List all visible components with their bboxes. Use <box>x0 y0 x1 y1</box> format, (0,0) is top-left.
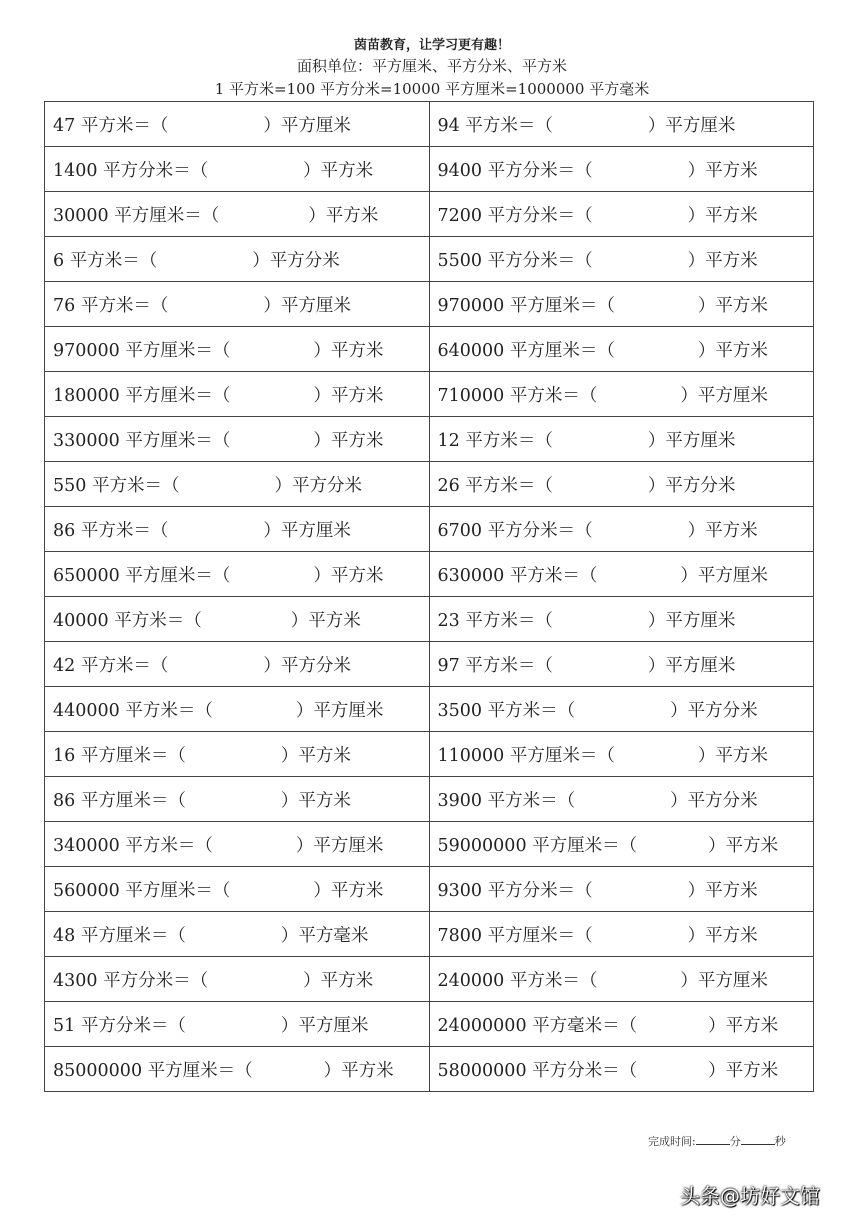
exercise-number: 59000000 <box>437 835 527 856</box>
exercise-cell <box>45 822 430 867</box>
exercise-to-unit: ）平方米 <box>313 430 384 451</box>
worksheet-title: 面积单位：平方厘米、平方分米、平方米 <box>296 57 567 75</box>
exercise-from-unit: 平方分米＝（ <box>487 205 593 226</box>
exercise-cell <box>45 957 430 1002</box>
seconds-blank[interactable] <box>741 1134 775 1145</box>
exercise-from-unit: 平方米＝（ <box>487 790 576 811</box>
exercise-cell <box>45 732 430 777</box>
exercise-from-unit: 平方厘米＝（ <box>509 295 615 316</box>
exercise-number: 5500 <box>437 250 483 271</box>
exercise-to-unit: ）平方米 <box>313 340 384 361</box>
exercise-cell <box>45 1002 430 1047</box>
exercise-to-unit: ）平方分米 <box>252 250 340 271</box>
exercise-to-unit: ）平方厘米 <box>263 115 351 136</box>
exercise-to-unit: ）平方米 <box>697 295 768 316</box>
exercise-number: 30000 <box>53 205 109 226</box>
exercise-from-unit: 平方米＝（ <box>465 655 553 676</box>
exercise-cell <box>45 687 430 732</box>
exercise-number: 330000 <box>53 430 120 451</box>
exercise-to-unit: ）平方米 <box>280 790 351 811</box>
exercise-cell <box>429 777 814 822</box>
exercise-cell <box>429 597 814 642</box>
exercise-to-unit: ）平方米 <box>313 880 384 901</box>
exercise-number: 7800 <box>437 925 483 946</box>
exercise-from-unit: 平方厘米＝（ <box>125 340 231 361</box>
exercise-cell <box>429 282 814 327</box>
exercise-to-unit: ）平方厘米 <box>280 1015 369 1036</box>
exercise-to-unit: ）平方米 <box>687 160 758 181</box>
exercise-number: 40000 <box>53 610 109 631</box>
exercise-number: 3900 <box>437 790 483 811</box>
exercise-cell <box>429 732 814 777</box>
table-row <box>45 237 814 282</box>
exercise-to-unit: ）平方分米 <box>274 475 362 496</box>
exercise-cell <box>429 642 814 687</box>
exercise-number: 51 <box>53 1015 76 1036</box>
exercise-number: 47 <box>53 115 76 136</box>
exercise-number: 970000 <box>437 295 505 316</box>
exercise-cell <box>429 102 814 147</box>
exercise-number: 710000 <box>437 385 505 406</box>
exercise-number: 85000000 <box>53 1060 143 1081</box>
exercise-cell <box>45 237 430 282</box>
table-row <box>45 597 814 642</box>
exercise-to-unit: ）平方米 <box>687 205 758 226</box>
exercise-cell <box>45 417 430 462</box>
exercise-number: 560000 <box>53 880 120 901</box>
exercise-from-unit: 平方分米＝（ <box>103 970 209 991</box>
exercise-to-unit: ）平方分米 <box>670 700 758 721</box>
exercise-from-unit: 平方米＝（ <box>114 610 202 631</box>
exercise-number: 76 <box>53 295 76 316</box>
exercise-number: 440000 <box>53 700 120 721</box>
seconds-unit: 秒 <box>774 1135 786 1148</box>
exercise-cell <box>429 1047 814 1092</box>
exercise-from-unit: 平方米＝（ <box>509 385 598 406</box>
exercise-from-unit: 平方米＝（ <box>509 565 598 586</box>
exercise-to-unit: ）平方米 <box>687 925 758 946</box>
exercise-number: 16 <box>53 745 76 766</box>
exercise-number: 6700 <box>437 520 483 541</box>
exercise-cell <box>429 147 814 192</box>
exercise-cell <box>45 147 430 192</box>
exercise-cell <box>429 822 814 867</box>
exercise-from-unit: 平方米＝（ <box>80 115 169 136</box>
exercise-to-unit: ）平方厘米 <box>680 970 768 991</box>
exercise-to-unit: ）平方米 <box>687 880 758 901</box>
exercise-number: 650000 <box>53 565 120 586</box>
exercise-to-unit: ）平方米 <box>303 970 374 991</box>
exercise-from-unit: 平方厘米＝（ <box>125 565 231 586</box>
exercise-from-unit: 平方分米＝（ <box>532 1060 638 1081</box>
exercise-cell <box>45 867 430 912</box>
exercise-cell <box>429 552 814 597</box>
exercise-cell <box>429 912 814 957</box>
exercise-from-unit: 平方分米＝（ <box>103 160 209 181</box>
exercise-to-unit: ）平方毫米 <box>280 925 369 946</box>
exercise-from-unit: 平方米＝（ <box>80 520 169 541</box>
exercise-to-unit: ）平方厘米 <box>647 115 736 136</box>
exercise-number: 42 <box>53 655 76 676</box>
exercise-to-unit: ）平方厘米 <box>295 700 384 721</box>
exercise-number: 550 <box>53 475 87 496</box>
exercise-to-unit: ）平方厘米 <box>263 295 351 316</box>
exercise-cell <box>45 192 430 237</box>
exercise-number: 640000 <box>437 340 505 361</box>
table-row <box>45 507 814 552</box>
exercise-number: 24000000 <box>437 1015 527 1036</box>
conversion-rule: 1 平方米=100 平方分米=10000 平方厘米=1000000 平方毫米 <box>214 80 650 98</box>
exercise-from-unit: 平方分米＝（ <box>487 880 593 901</box>
table-row <box>45 552 814 597</box>
exercise-to-unit: ）平方米 <box>290 610 361 631</box>
exercise-cell <box>429 417 814 462</box>
exercise-number: 86 <box>53 790 76 811</box>
exercise-cell <box>429 1002 814 1047</box>
exercise-number: 9300 <box>437 880 483 901</box>
exercise-to-unit: ）平方分米 <box>647 475 736 496</box>
table-row <box>45 687 814 732</box>
exercise-cell <box>45 552 430 597</box>
exercise-from-unit: 平方厘米＝（ <box>80 790 186 811</box>
exercise-from-unit: 平方米＝（ <box>465 475 553 496</box>
exercise-to-unit: ）平方分米 <box>263 655 351 676</box>
exercise-number: 12 <box>437 430 460 451</box>
exercise-to-unit: ）平方米 <box>697 745 768 766</box>
table-row <box>45 102 814 147</box>
exercise-to-unit: ）平方厘米 <box>647 655 736 676</box>
exercise-to-unit: ）平方米 <box>697 340 768 361</box>
exercise-from-unit: 平方厘米＝（ <box>487 925 593 946</box>
exercise-from-unit: 平方米＝（ <box>465 115 553 136</box>
exercise-to-unit: ）平方米 <box>313 385 384 406</box>
exercise-to-unit: ）平方厘米 <box>680 385 768 406</box>
exercise-from-unit: 平方米＝（ <box>125 835 213 856</box>
exercise-from-unit: 平方厘米＝（ <box>125 880 231 901</box>
exercise-cell <box>45 642 430 687</box>
exercise-from-unit: 平方米＝（ <box>465 430 553 451</box>
exercise-cell <box>429 192 814 237</box>
exercise-cell <box>45 507 430 552</box>
exercise-number: 97 <box>437 655 460 676</box>
exercise-from-unit: 平方米＝（ <box>487 700 576 721</box>
exercise-to-unit: ）平方厘米 <box>680 565 768 586</box>
exercise-cell <box>429 867 814 912</box>
exercise-number: 180000 <box>53 385 120 406</box>
exercise-cell <box>45 282 430 327</box>
exercise-to-unit: ）平方米 <box>313 565 384 586</box>
exercise-number: 86 <box>53 520 76 541</box>
exercise-to-unit: ）平方米 <box>708 1015 779 1036</box>
exercise-to-unit: ）平方米 <box>280 745 351 766</box>
exercise-number: 340000 <box>53 835 120 856</box>
exercise-to-unit: ）平方厘米 <box>295 835 384 856</box>
exercise-to-unit: ）平方米 <box>323 1060 394 1081</box>
table-row <box>45 777 814 822</box>
exercise-cell <box>45 102 430 147</box>
table-row <box>45 642 814 687</box>
exercise-from-unit: 平方厘米＝（ <box>147 1060 253 1081</box>
exercise-from-unit: 平方分米＝（ <box>487 520 593 541</box>
exercise-to-unit: ）平方分米 <box>670 790 758 811</box>
exercise-cell <box>45 327 430 372</box>
table-row <box>45 912 814 957</box>
table-row <box>45 732 814 777</box>
table-row <box>45 957 814 1002</box>
exercise-from-unit: 平方厘米＝（ <box>80 925 186 946</box>
exercise-from-unit: 平方厘米＝（ <box>509 340 615 361</box>
exercise-from-unit: 平方分米＝（ <box>80 1015 186 1036</box>
exercise-from-unit: 平方毫米＝（ <box>532 1015 638 1036</box>
exercise-to-unit: ）平方米 <box>687 520 758 541</box>
completion-time <box>648 1133 786 1149</box>
exercise-from-unit: 平方米＝（ <box>80 295 169 316</box>
exercise-to-unit: ）平方米 <box>687 250 758 271</box>
exercise-cell <box>429 507 814 552</box>
table-row <box>45 822 814 867</box>
exercise-from-unit: 平方分米＝（ <box>487 250 593 271</box>
exercise-cell <box>45 912 430 957</box>
exercise-number: 3500 <box>437 700 483 721</box>
table-row <box>45 282 814 327</box>
exercise-cell <box>45 597 430 642</box>
brand-slogan: 茵苗教育，让学习更有趣！ <box>353 38 510 53</box>
exercise-to-unit: ）平方米 <box>708 1060 779 1081</box>
exercise-from-unit: 平方米＝（ <box>125 700 213 721</box>
exercise-from-unit: 平方米＝（ <box>69 250 158 271</box>
exercise-to-unit: ）平方厘米 <box>647 430 736 451</box>
table-row <box>45 327 814 372</box>
exercise-cell <box>429 687 814 732</box>
exercise-cell <box>45 1047 430 1092</box>
exercise-from-unit: 平方米＝（ <box>509 970 598 991</box>
exercise-from-unit: 平方米＝（ <box>465 610 553 631</box>
table-row <box>45 1047 814 1092</box>
table-row <box>45 1002 814 1047</box>
exercise-cell <box>45 372 430 417</box>
exercise-from-unit: 平方米＝（ <box>91 475 180 496</box>
exercise-cell <box>429 462 814 507</box>
exercise-from-unit: 平方米＝（ <box>80 655 169 676</box>
exercise-number: 26 <box>437 475 460 496</box>
exercise-from-unit: 平方厘米＝（ <box>125 385 231 406</box>
table-row <box>45 462 814 507</box>
table-row <box>45 192 814 237</box>
exercise-cell <box>429 957 814 1002</box>
exercise-number: 970000 <box>53 340 120 361</box>
minutes-blank[interactable] <box>696 1134 730 1145</box>
exercise-from-unit: 平方厘米＝（ <box>532 835 638 856</box>
exercise-table <box>44 101 814 1092</box>
exercise-number: 110000 <box>437 745 505 766</box>
exercise-to-unit: ）平方厘米 <box>263 520 351 541</box>
exercise-cell <box>429 237 814 282</box>
exercise-from-unit: 平方厘米＝（ <box>509 745 615 766</box>
table-row <box>45 867 814 912</box>
table-row <box>45 147 814 192</box>
exercise-from-unit: 平方厘米＝（ <box>125 430 231 451</box>
exercise-cell <box>429 372 814 417</box>
exercise-number: 94 <box>437 115 460 136</box>
exercise-number: 9400 <box>437 160 483 181</box>
watermark: 头条@坊好文馆 <box>680 1184 820 1208</box>
exercise-to-unit: ）平方米 <box>708 835 779 856</box>
exercise-to-unit: ）平方厘米 <box>647 610 736 631</box>
minutes-unit: 分 <box>729 1135 741 1148</box>
exercise-number: 7200 <box>437 205 483 226</box>
exercise-from-unit: 平方厘米＝（ <box>80 745 186 766</box>
completion-time-label: 完成时间: <box>648 1135 696 1148</box>
exercise-from-unit: 平方分米＝（ <box>487 160 593 181</box>
exercise-to-unit: ）平方米 <box>308 205 379 226</box>
exercise-number: 6 <box>53 250 65 271</box>
exercise-number: 4300 <box>53 970 98 991</box>
exercise-number: 58000000 <box>437 1060 527 1081</box>
exercise-from-unit: 平方厘米＝（ <box>114 205 220 226</box>
exercise-number: 240000 <box>437 970 505 991</box>
exercise-number: 1400 <box>53 160 98 181</box>
exercise-number: 23 <box>437 610 460 631</box>
table-row <box>45 372 814 417</box>
exercise-cell <box>45 462 430 507</box>
table-row <box>45 417 814 462</box>
exercise-number: 48 <box>53 925 76 946</box>
exercise-to-unit: ）平方米 <box>303 160 374 181</box>
exercise-number: 630000 <box>437 565 505 586</box>
exercise-cell <box>45 777 430 822</box>
exercise-cell <box>429 327 814 372</box>
